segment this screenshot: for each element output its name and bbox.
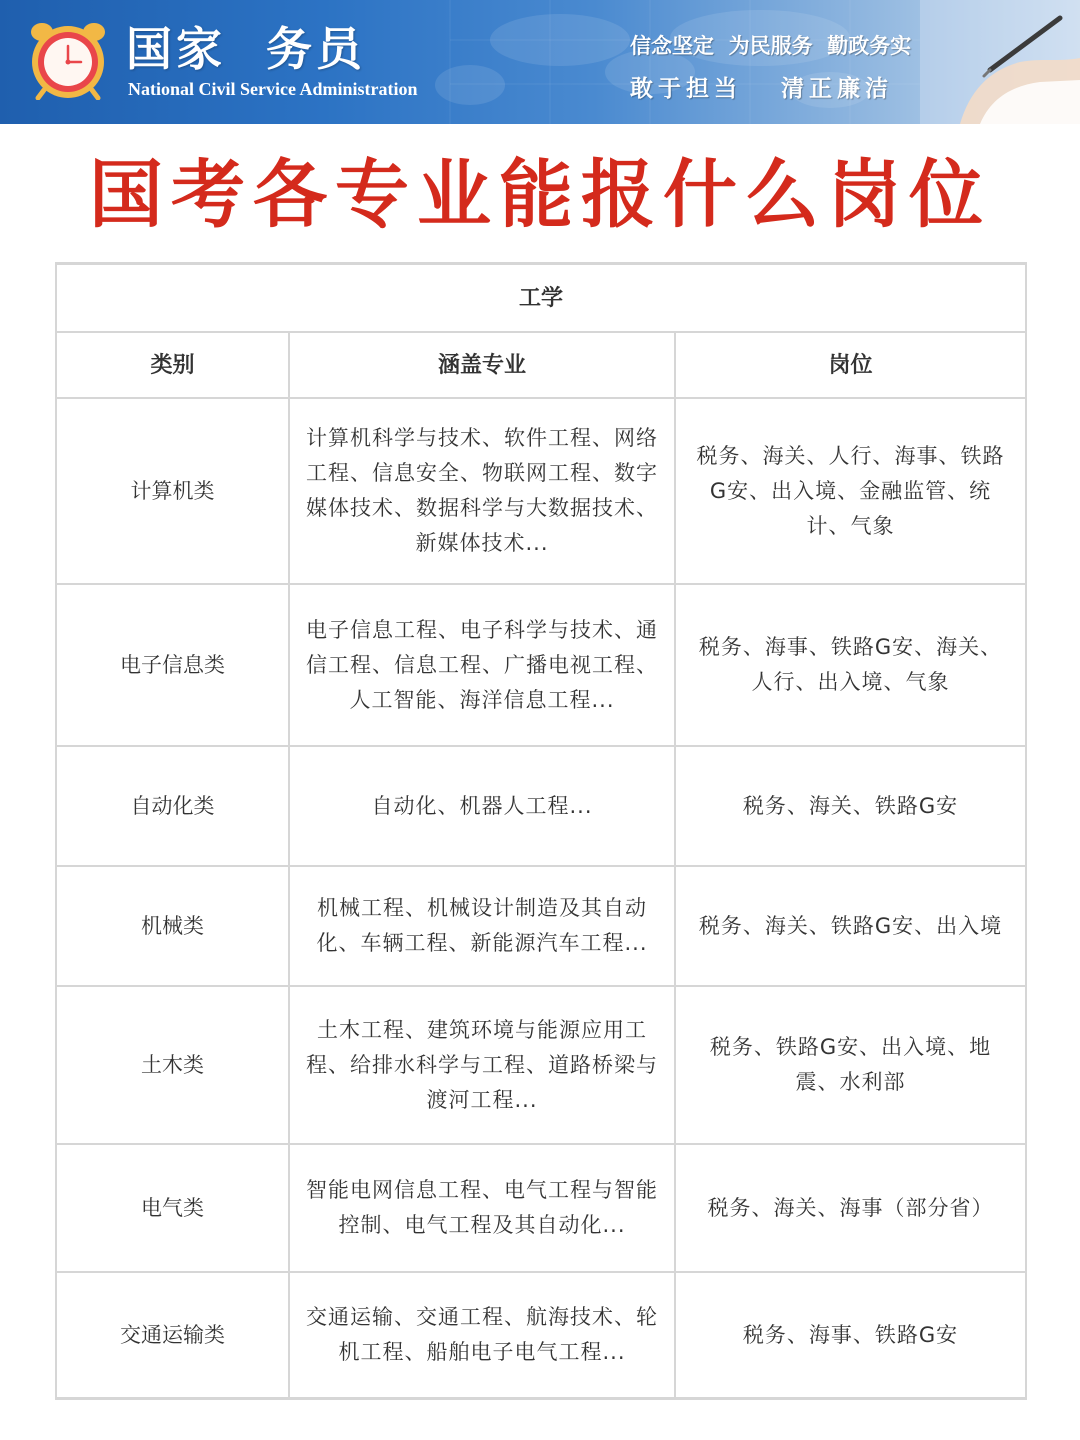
- banner-subtitle: National Civil Service Administration: [128, 79, 418, 99]
- majors-cell: 电子信息工程、电子科学与技术、通信工程、信息工程、广播电视工程、人工智能、海洋信息工程...: [289, 584, 675, 746]
- alarm-clock-icon: [28, 20, 108, 100]
- positions-cell: 税务、海事、铁路G安: [675, 1272, 1026, 1399]
- positions-cell: 税务、铁路G安、出入境、地震、水利部: [675, 986, 1026, 1144]
- majors-positions-table: [55, 262, 1027, 1400]
- majors-cell: 智能电网信息工程、电气工程与智能控制、电气工程及其自动化...: [289, 1144, 675, 1272]
- category-cell: 计算机类: [56, 398, 289, 584]
- positions-cell: 税务、海关、人行、海事、铁路G安、出入境、金融监管、统计、气象: [675, 398, 1026, 584]
- header-banner: [0, 0, 1080, 124]
- positions-cell: 税务、海关、海事（部分省）: [675, 1144, 1026, 1272]
- table-row: [56, 986, 1026, 1144]
- hand-writing-decoration: [920, 0, 1080, 124]
- banner-slogan-line1: 信念坚定 为民服务 勤政务实: [630, 34, 912, 58]
- positions-cell: 税务、海关、铁路G安: [675, 746, 1026, 866]
- table-section-title: 工学: [56, 264, 1026, 333]
- table-row: [56, 584, 1026, 746]
- category-cell: 电气类: [56, 1144, 289, 1272]
- table-row: [56, 746, 1026, 866]
- table-header-row: [56, 332, 1026, 398]
- positions-cell: 税务、海关、铁路G安、出入境: [675, 866, 1026, 986]
- column-header-category: 类别: [56, 332, 289, 398]
- positions-cell: 税务、海事、铁路G安、海关、人行、出入境、气象: [675, 584, 1026, 746]
- majors-cell: 土木工程、建筑环境与能源应用工程、给排水科学与工程、道路桥梁与渡河工程...: [289, 986, 675, 1144]
- banner-title: 国家 务员: [126, 22, 367, 76]
- banner-slogan-line2: 敢于担当 清正廉洁: [630, 76, 894, 102]
- table-row: [56, 1144, 1026, 1272]
- category-cell: 交通运输类: [56, 1272, 289, 1399]
- table-row: [56, 398, 1026, 584]
- table-row: [56, 866, 1026, 986]
- table-row: [56, 1272, 1026, 1399]
- majors-cell: 交通运输、交通工程、航海技术、轮机工程、船舶电子电气工程...: [289, 1272, 675, 1399]
- category-cell: 电子信息类: [56, 584, 289, 746]
- majors-cell: 机械工程、机械设计制造及其自动化、车辆工程、新能源汽车工程...: [289, 866, 675, 986]
- majors-cell: 计算机科学与技术、软件工程、网络工程、信息安全、物联网工程、数字媒体技术、数据科学与大数据技术、新媒体技术...: [289, 398, 675, 584]
- majors-cell: 自动化、机器人工程...: [289, 746, 675, 866]
- category-cell: 机械类: [56, 866, 289, 986]
- category-cell: 自动化类: [56, 746, 289, 866]
- column-header-majors: 涵盖专业: [289, 332, 675, 398]
- category-cell: 土木类: [56, 986, 289, 1144]
- column-header-positions: 岗位: [675, 332, 1026, 398]
- page-title: 国考各专业能报什么岗位: [89, 152, 991, 238]
- table-section-row: [56, 264, 1026, 333]
